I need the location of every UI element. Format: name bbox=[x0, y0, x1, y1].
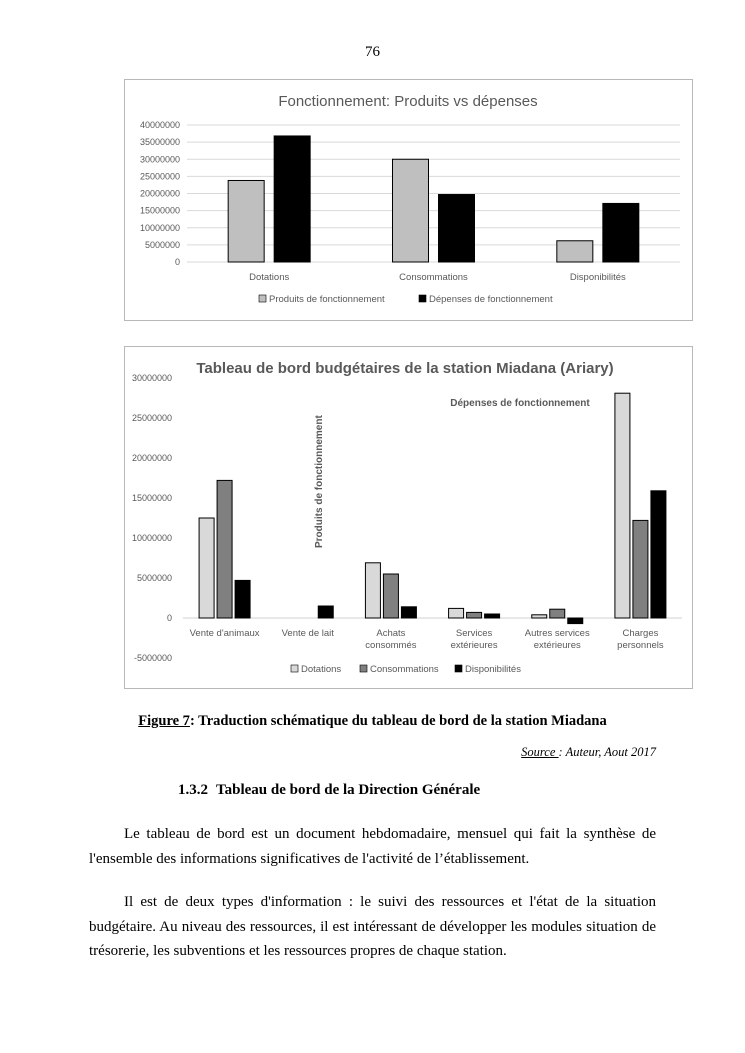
y-tick-label: 5000000 bbox=[136, 573, 172, 583]
x-tick-label bbox=[190, 628, 260, 639]
chart-produits-vs-depenses-svg bbox=[125, 80, 692, 320]
x-tick-label bbox=[525, 628, 590, 651]
legend-swatch bbox=[455, 665, 462, 672]
x-tick-label-line: Achats bbox=[376, 628, 406, 639]
x-tick-label-line: extérieures bbox=[450, 640, 498, 651]
x-tick-label bbox=[451, 628, 498, 651]
bar bbox=[633, 520, 648, 618]
bar bbox=[568, 618, 583, 624]
page-number: 76 bbox=[365, 44, 380, 60]
section-number: 1.3.2 bbox=[178, 782, 208, 798]
y-tick-label: 20000000 bbox=[131, 453, 172, 463]
bar bbox=[401, 607, 416, 618]
x-tick-label bbox=[365, 628, 416, 651]
figure-label: Figure 7 bbox=[138, 713, 190, 729]
legend-swatch bbox=[259, 295, 266, 302]
legend-label: Produits de fonctionnement bbox=[269, 294, 385, 305]
bar bbox=[651, 491, 666, 618]
bar bbox=[449, 608, 464, 618]
x-tick-label-line: Services bbox=[455, 628, 493, 639]
y-tick-label: -5000000 bbox=[133, 653, 172, 663]
y-tick-label: 10000000 bbox=[131, 533, 172, 543]
x-tick-label bbox=[282, 628, 335, 639]
chart-tableau-de-bord-miadana bbox=[124, 346, 693, 689]
y-tick-label: 15000000 bbox=[131, 493, 172, 503]
x-tick-label: Consommations bbox=[399, 272, 468, 283]
chart-produits-vs-depenses bbox=[124, 79, 693, 321]
legend-label: Consommations bbox=[370, 664, 439, 675]
bar bbox=[532, 615, 547, 618]
y-tick-label: 30000000 bbox=[139, 154, 180, 165]
bar bbox=[318, 606, 333, 618]
bar bbox=[615, 393, 630, 618]
chart-title: Fonctionnement: Produits vs dépenses bbox=[278, 93, 538, 110]
section-title: Tableau de bord de la Direction Générale bbox=[216, 782, 481, 798]
x-tick-label-line: Autres services bbox=[524, 628, 590, 639]
bar bbox=[603, 203, 639, 262]
y-tick-label: 40000000 bbox=[139, 120, 180, 130]
legend-swatch bbox=[360, 665, 367, 672]
y-tick-label: 0 bbox=[174, 257, 180, 267]
figure-source bbox=[521, 745, 656, 760]
figure-caption bbox=[0, 713, 745, 730]
chart-title: Tableau de bord budgétaires de la station Miadana (Ariary) bbox=[196, 360, 614, 377]
paragraph-1: Le tableau de bord est un document hebdomadaire, mensuel qui fait la synthèse de l'ensemble des informations significatives de l'activité de l’établissement. bbox=[89, 826, 656, 867]
bar bbox=[228, 180, 264, 262]
chart-tableau-de-bord-svg bbox=[125, 347, 692, 688]
bar bbox=[199, 518, 214, 618]
legend-label: Dépenses de fonctionnement bbox=[429, 294, 553, 305]
bar bbox=[217, 480, 232, 618]
bar bbox=[235, 580, 250, 618]
legend-swatch bbox=[291, 665, 298, 672]
y-tick-label: 20000000 bbox=[139, 188, 180, 199]
legend-label: Dotations bbox=[301, 664, 342, 675]
paragraph-2: Il est de deux types d'information : le suivi des ressources et l'état de la situation budgétaire. Au niveau des ressources, il est intéressant de développer les modules situation de trésorerie, les subventions et les ressources propres de chaque station. bbox=[89, 894, 656, 959]
x-tick-label-line: Vente de lait bbox=[281, 628, 334, 639]
y-tick-label: 15000000 bbox=[139, 205, 180, 216]
legend-label: Disponibilités bbox=[465, 664, 521, 675]
x-tick-label-line: personnels bbox=[617, 640, 664, 651]
y-tick-label: 10000000 bbox=[139, 222, 180, 233]
y-tick-label: 25000000 bbox=[139, 171, 180, 182]
section-heading bbox=[178, 782, 480, 799]
y-tick-label: 5000000 bbox=[144, 239, 180, 250]
y-tick-label: 0 bbox=[166, 613, 172, 623]
x-tick-label: Disponibilités bbox=[569, 272, 626, 283]
y-tick-label: 35000000 bbox=[139, 137, 180, 148]
annotation-produits: Produits de fonctionnement bbox=[314, 415, 325, 548]
figure-caption-text: : Traduction schématique du tableau de bord de la station Miadana bbox=[189, 713, 607, 729]
bar bbox=[439, 195, 475, 262]
bar bbox=[274, 136, 310, 262]
y-tick-label: 25000000 bbox=[131, 413, 172, 423]
y-tick-label: 30000000 bbox=[131, 373, 172, 383]
annotation-depenses: Dépenses de fonctionnement bbox=[450, 398, 590, 409]
bar bbox=[557, 241, 593, 262]
bar bbox=[467, 612, 482, 618]
x-tick-label: Dotations bbox=[249, 272, 290, 283]
bar bbox=[383, 574, 398, 618]
x-tick-label bbox=[617, 628, 664, 651]
bar bbox=[365, 563, 380, 618]
bar bbox=[550, 609, 565, 618]
x-tick-label-line: Vente d'animaux bbox=[189, 628, 260, 639]
bar bbox=[485, 614, 500, 618]
bar bbox=[393, 159, 429, 262]
x-tick-label-line: Charges bbox=[622, 628, 659, 639]
source-label: Source bbox=[521, 745, 559, 759]
x-tick-label-line: extérieures bbox=[533, 640, 581, 651]
source-text: : Auteur, Aout 2017 bbox=[558, 745, 656, 759]
x-tick-label-line: consommés bbox=[365, 640, 417, 651]
legend-swatch bbox=[419, 295, 426, 302]
